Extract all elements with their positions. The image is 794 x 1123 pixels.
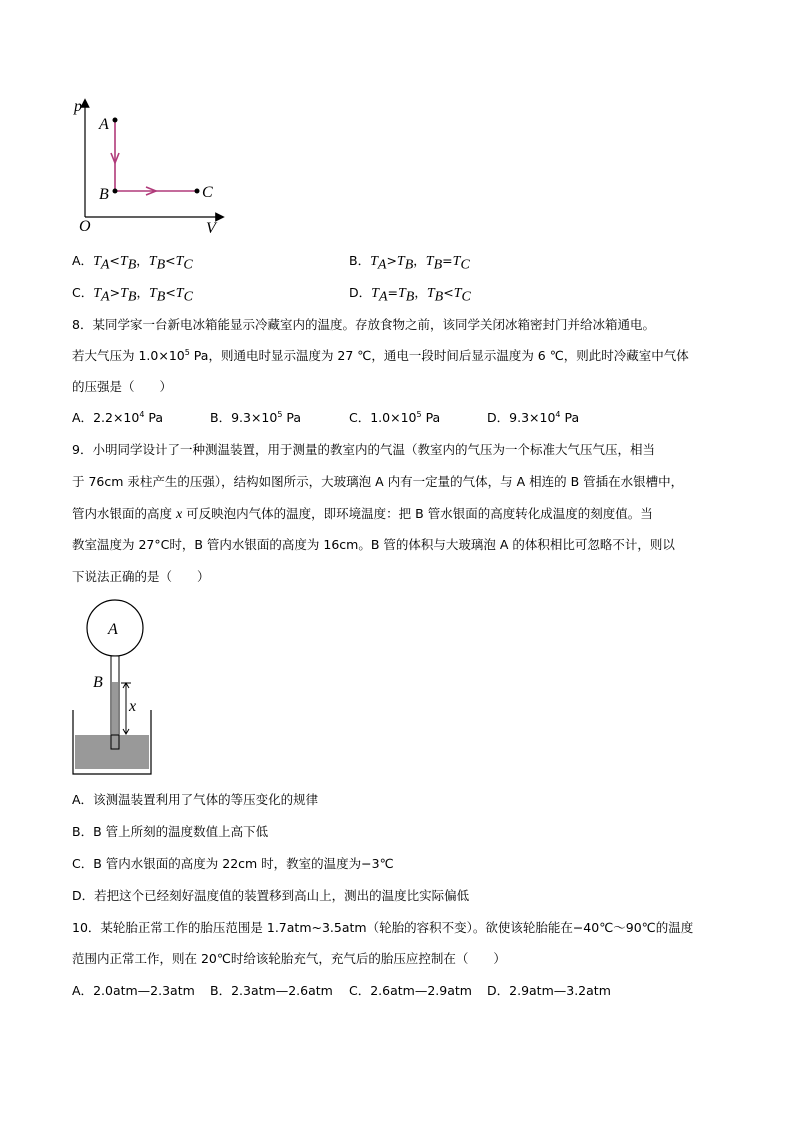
tube-b-lower [111, 735, 119, 749]
point-c-label: C [202, 184, 213, 201]
q10-stem-line-1: 10．某轮胎正常工作的胎压范围是 1.7atm~3.5atm（轮胎的容积不变）。欲使该轮胎能在−40℃～90℃的温度 [72, 920, 694, 935]
bulb-label: A [108, 621, 118, 638]
q7-option-d[interactable]: D．$T_A=T_B$，$T_B<T_C$ [349, 285, 471, 305]
tube-label: B [93, 674, 103, 691]
q10-stem-line-2: 范围内正常工作，则在 20℃时给该轮胎充气，充气后的胎压应控制在（ ） [72, 951, 506, 966]
origin-label: O [79, 218, 91, 235]
q8-option-a[interactable]: A．$2.2\times 10^4$ Pa [72, 409, 164, 425]
q10-option-c[interactable]: C．2.6atm—2.9atm [349, 983, 472, 998]
q8-stem-line-2: 若大气压为 $1.0\times 10^5$ Pa，则通电时显示温度为 27 ℃，通电一段时间后显示温度为 6 ℃，则此时冷藏室中气体 [72, 347, 689, 363]
q9-option-b[interactable]: B．B 管上所刻的温度数值上高下低 [72, 824, 269, 839]
q9-stem-line-2: 于 76cm 汞柱产生的压强），结构如图所示，大玻璃泡 A 内有一定量的气体，与 A 相连的 B 管插在水银槽中， [72, 474, 684, 489]
q10-option-d[interactable]: D．2.9atm—3.2atm [487, 983, 611, 998]
q8-option-c[interactable]: C．$1.0\times 10^5$ Pa [349, 409, 441, 425]
q9-stem-line-5: 下说法正确的是（ ） [72, 569, 210, 584]
p-axis-label: p [74, 98, 82, 115]
q9-option-c[interactable]: C．B 管内水银面的高度为 22cm 时，教室的温度为−3℃ [72, 856, 394, 871]
point-b-dot [113, 189, 118, 194]
q9-stem-line-4: 教室温度为 27°C时，B 管内水银面的高度为 16cm。B 管的体积与大玻璃泡 A 的体积相比可忽略不计，则以 [72, 537, 675, 552]
q9-option-d[interactable]: D．若把这个已经刻好温度值的装置移到高山上，测出的温度比实际偏低 [72, 888, 470, 903]
q9-stem-line-1: 9．小明同学设计了一种测温装置，用于测量的教室内的气温（教室内的气压为一个标准大气压气压，相当 [72, 442, 655, 457]
q7-option-c[interactable]: C．$T_A>T_B$，$T_B<T_C$ [72, 285, 193, 305]
q8-option-d[interactable]: D．$9.3\times 10^4$ Pa [487, 409, 580, 425]
pv-graph [70, 95, 230, 245]
point-c-dot [195, 189, 200, 194]
height-label: x [129, 698, 137, 715]
q8-option-b[interactable]: B．$9.3\times 10^5$ Pa [210, 409, 302, 425]
q9-option-a[interactable]: A．该测温装置利用了气体的等压变化的规律 [72, 792, 319, 807]
point-a-dot [113, 118, 118, 123]
q7-option-b[interactable]: B．$T_A>T_B$，$T_B=T_C$ [349, 253, 470, 273]
q7-option-a[interactable]: A．$T_A<T_B$，$T_B<T_C$ [72, 253, 193, 273]
q8-stem-line-1: 8．某同学家一台新电冰箱能显示冷藏室内的温度。存放食物之前，该同学关闭冰箱密封门并给冰箱通电。 [72, 317, 655, 332]
point-a-label: A [99, 116, 109, 133]
v-axis-label: V [206, 220, 216, 237]
q10-option-b[interactable]: B．2.3atm—2.6atm [210, 983, 333, 998]
tube-b-mercury [112, 682, 118, 735]
q9-stem-line-3: 管内水银面的高度 x 可反映泡内气体的温度，即环境温度：把 B 管水银面的高度转化成温度的刻度值。当 [72, 506, 653, 522]
q10-option-a[interactable]: A．2.0atm—2.3atm [72, 983, 195, 998]
q8-stem-line-3: 的压强是（ ） [72, 379, 173, 394]
thermometer-apparatus [70, 598, 170, 778]
point-b-label: B [99, 186, 109, 203]
